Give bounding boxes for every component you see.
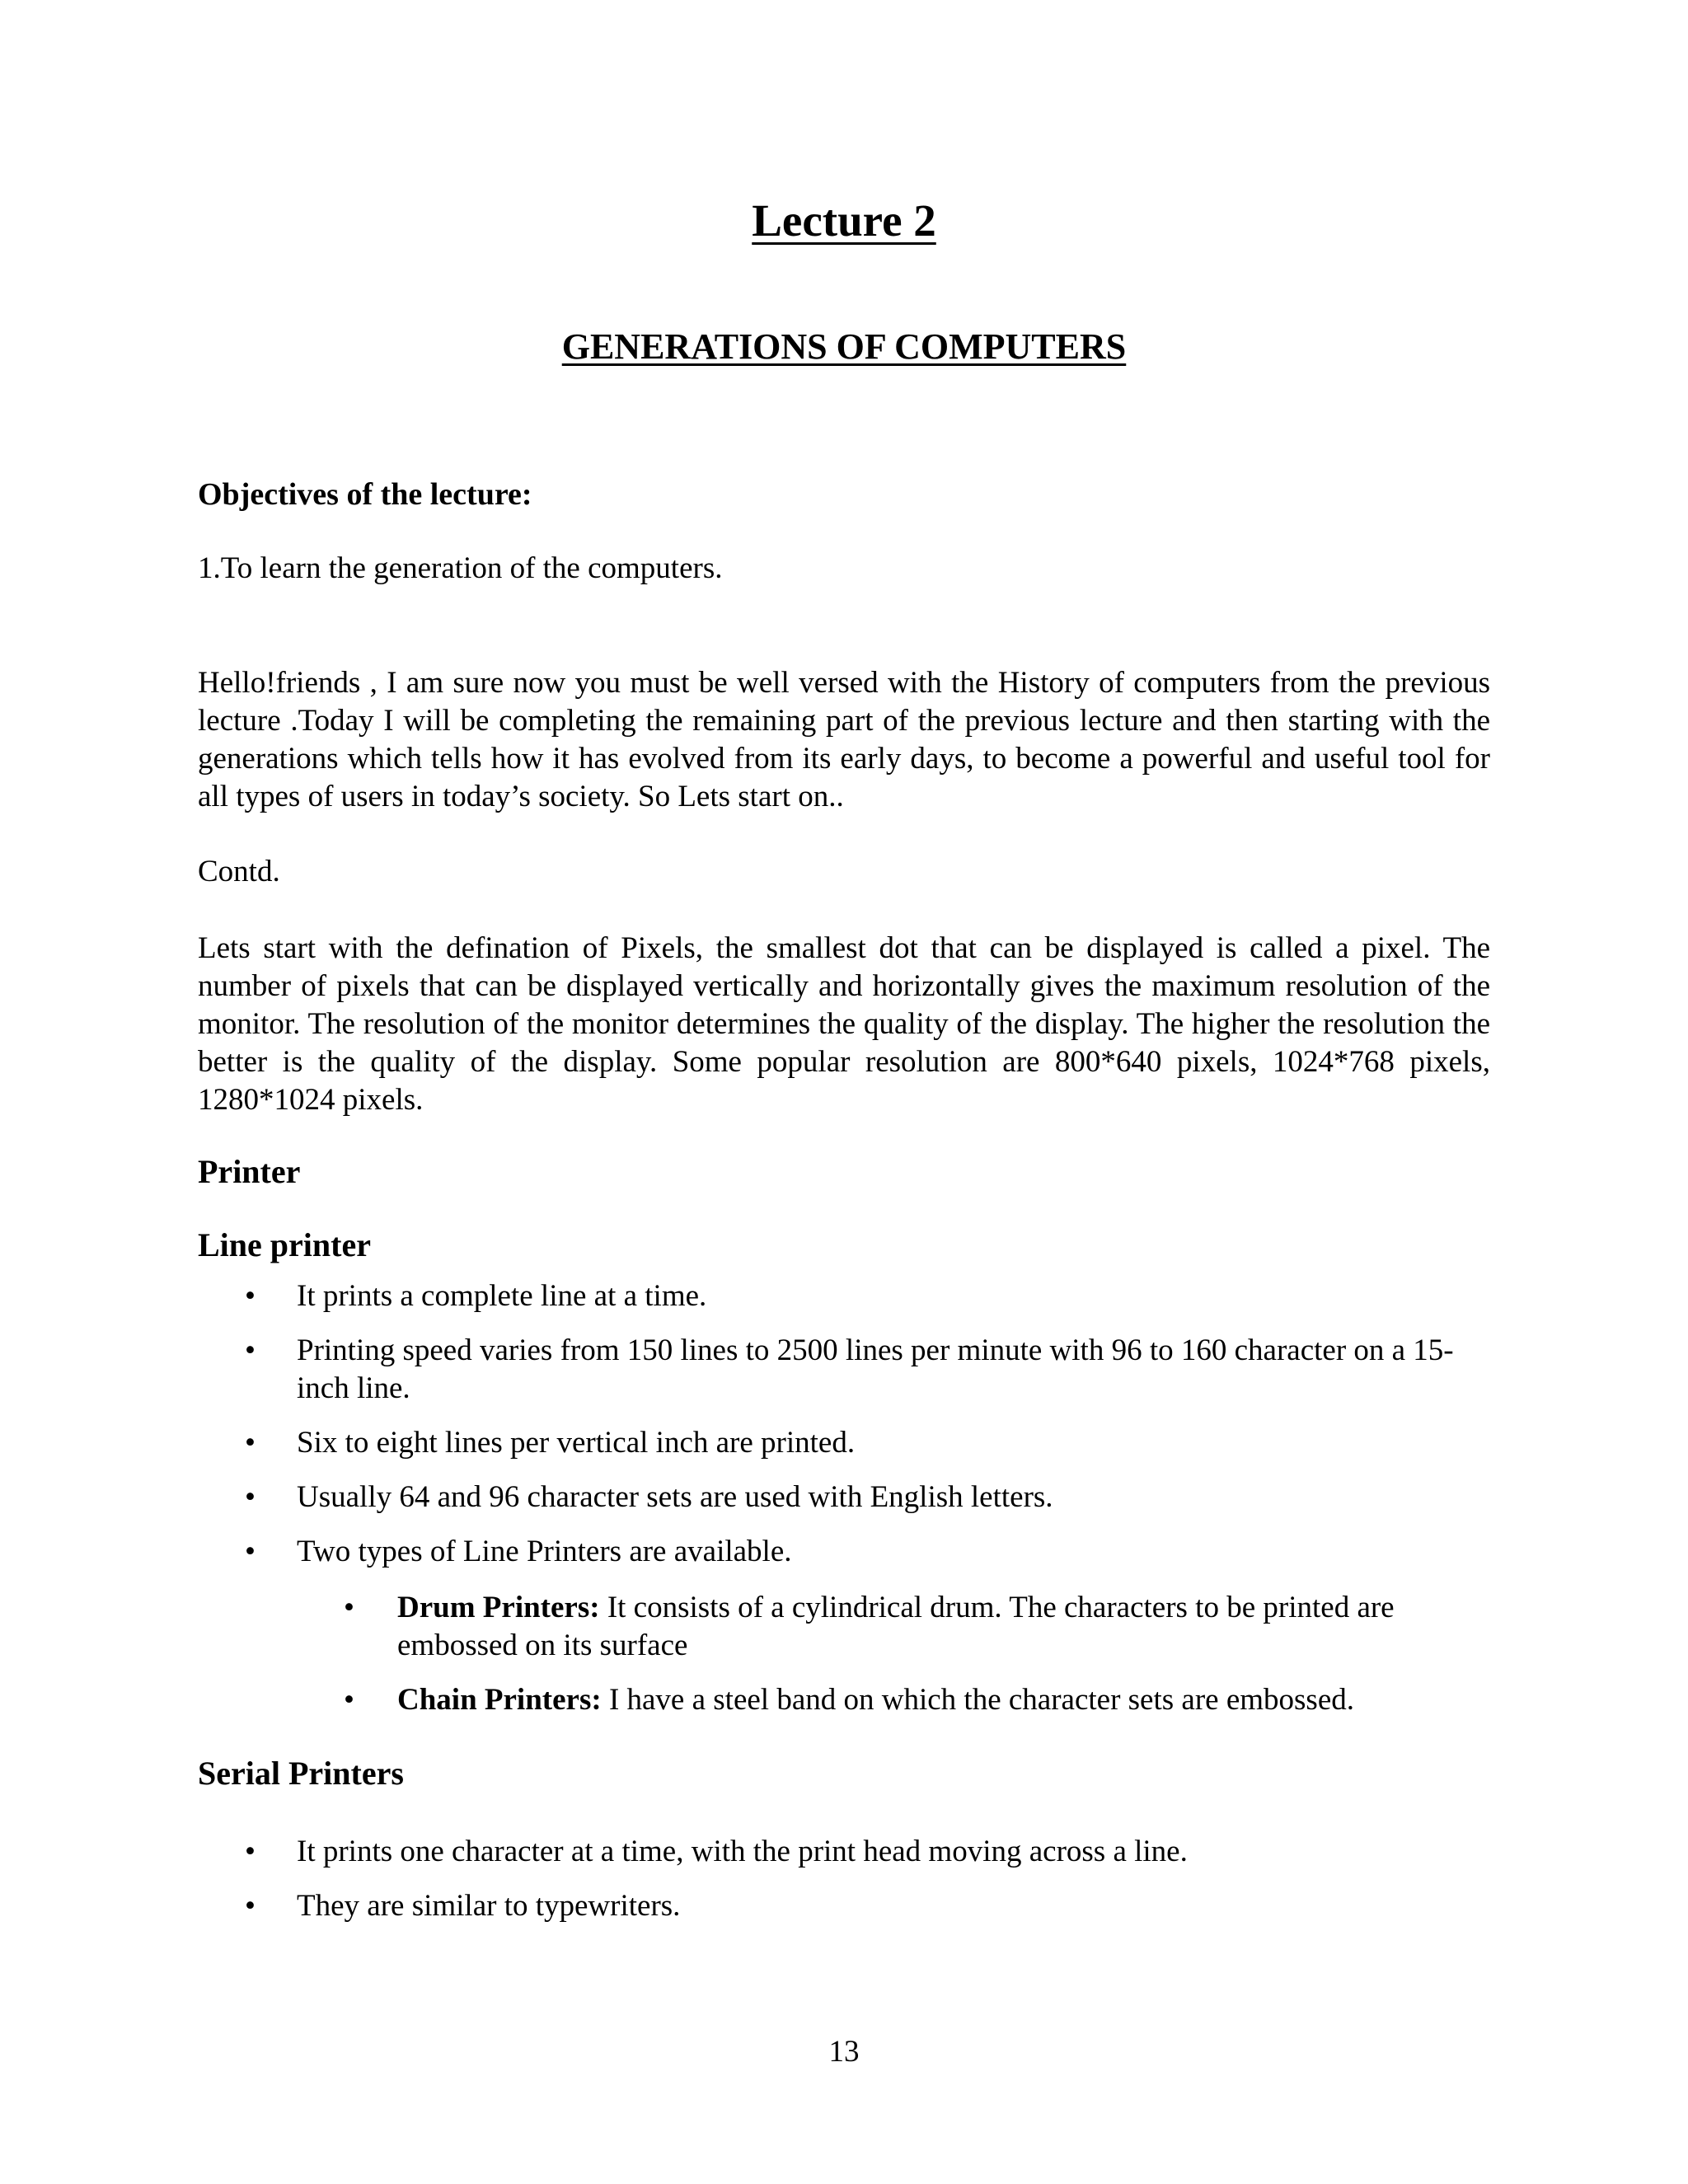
chain-printers-term: Chain Printers: (397, 1683, 602, 1717)
line-printer-types-list (297, 1589, 1490, 1736)
printer-heading: Printer (198, 1153, 301, 1190)
list-item (198, 1277, 1490, 1315)
objectives-heading: Objectives of the lecture: (198, 477, 532, 512)
list-item-text: Printing speed varies from 150 lines to 2500 lines per minute with 96 to 160 character on a 15-inch line. (297, 1333, 1454, 1405)
list-item (198, 1533, 1490, 1571)
list-item (198, 1833, 1490, 1871)
bullet-icon: • (245, 1480, 256, 1514)
drum-printers-term: Drum Printers: (397, 1591, 600, 1624)
list-item (198, 1887, 1490, 1925)
chain-printers-desc: I have a steel band on which the character sets are embossed. (601, 1683, 1354, 1717)
intro-paragraph: Hello!friends , I am sure now you must be well versed with the History of computers from the previous lecture .Today I will be completing the remaining part of the previous lecture and then starting with the generations which tells how it has evolved from its early days, to become a powerful and useful tool for all types of users in today’s society. So Lets start on.. (198, 666, 1490, 813)
line-printer-heading: Line printer (198, 1226, 371, 1263)
list-item (297, 1589, 1490, 1665)
bullet-icon: • (245, 1889, 256, 1923)
list-item (297, 1681, 1490, 1719)
bullet-icon: • (344, 1591, 354, 1624)
bullet-icon: • (245, 1279, 256, 1313)
bullet-icon: • (245, 1333, 256, 1367)
contd-label: Contd. (198, 855, 280, 888)
bullet-icon: • (245, 1426, 256, 1460)
pixels-paragraph: Lets start with the defination of Pixels, the smallest dot that can be displayed is called a pixel. The number of pixels that can be displayed vertically and horizontally gives the maximum resolution of the monitor. The resolution of the monitor determines the quality of the display. The higher the resolution the better is the quality of the display. Some popular resolution are 800*640 pixels, 1024*768 pixels, 1280*1024 pixels. (198, 931, 1490, 1117)
serial-printers-list (198, 1833, 1490, 1942)
list-item-text: It prints a complete line at a time. (297, 1279, 707, 1313)
list-item-text: Usually 64 and 96 character sets are used with English letters. (297, 1480, 1053, 1514)
list-item (198, 1424, 1490, 1462)
bullet-icon: • (344, 1683, 354, 1717)
list-item (198, 1479, 1490, 1516)
bullet-icon: • (245, 1835, 256, 1868)
serial-printers-heading: Serial Printers (198, 1755, 404, 1792)
bullet-icon: • (245, 1535, 256, 1568)
list-item-text: Two types of Line Printers are available. (297, 1535, 792, 1568)
list-item-text: It prints one character at a time, with the print head moving across a line. (297, 1835, 1188, 1868)
lecture-subtitle: GENERATIONS OF COMPUTERS (561, 326, 1127, 367)
list-item-text: Six to eight lines per vertical inch are printed. (297, 1426, 856, 1460)
drum-printers-desc: It consists of a cylindrical drum. The characters to be printed are embossed on its surface (397, 1591, 1395, 1662)
list-item-text: They are similar to typewriters. (297, 1889, 681, 1923)
objective-item: 1.To learn the generation of the computers. (198, 551, 723, 585)
line-printer-list (198, 1277, 1490, 1587)
list-item (198, 1332, 1490, 1408)
page-number: 13 (828, 2035, 860, 2069)
lecture-title: Lecture 2 (752, 195, 936, 246)
